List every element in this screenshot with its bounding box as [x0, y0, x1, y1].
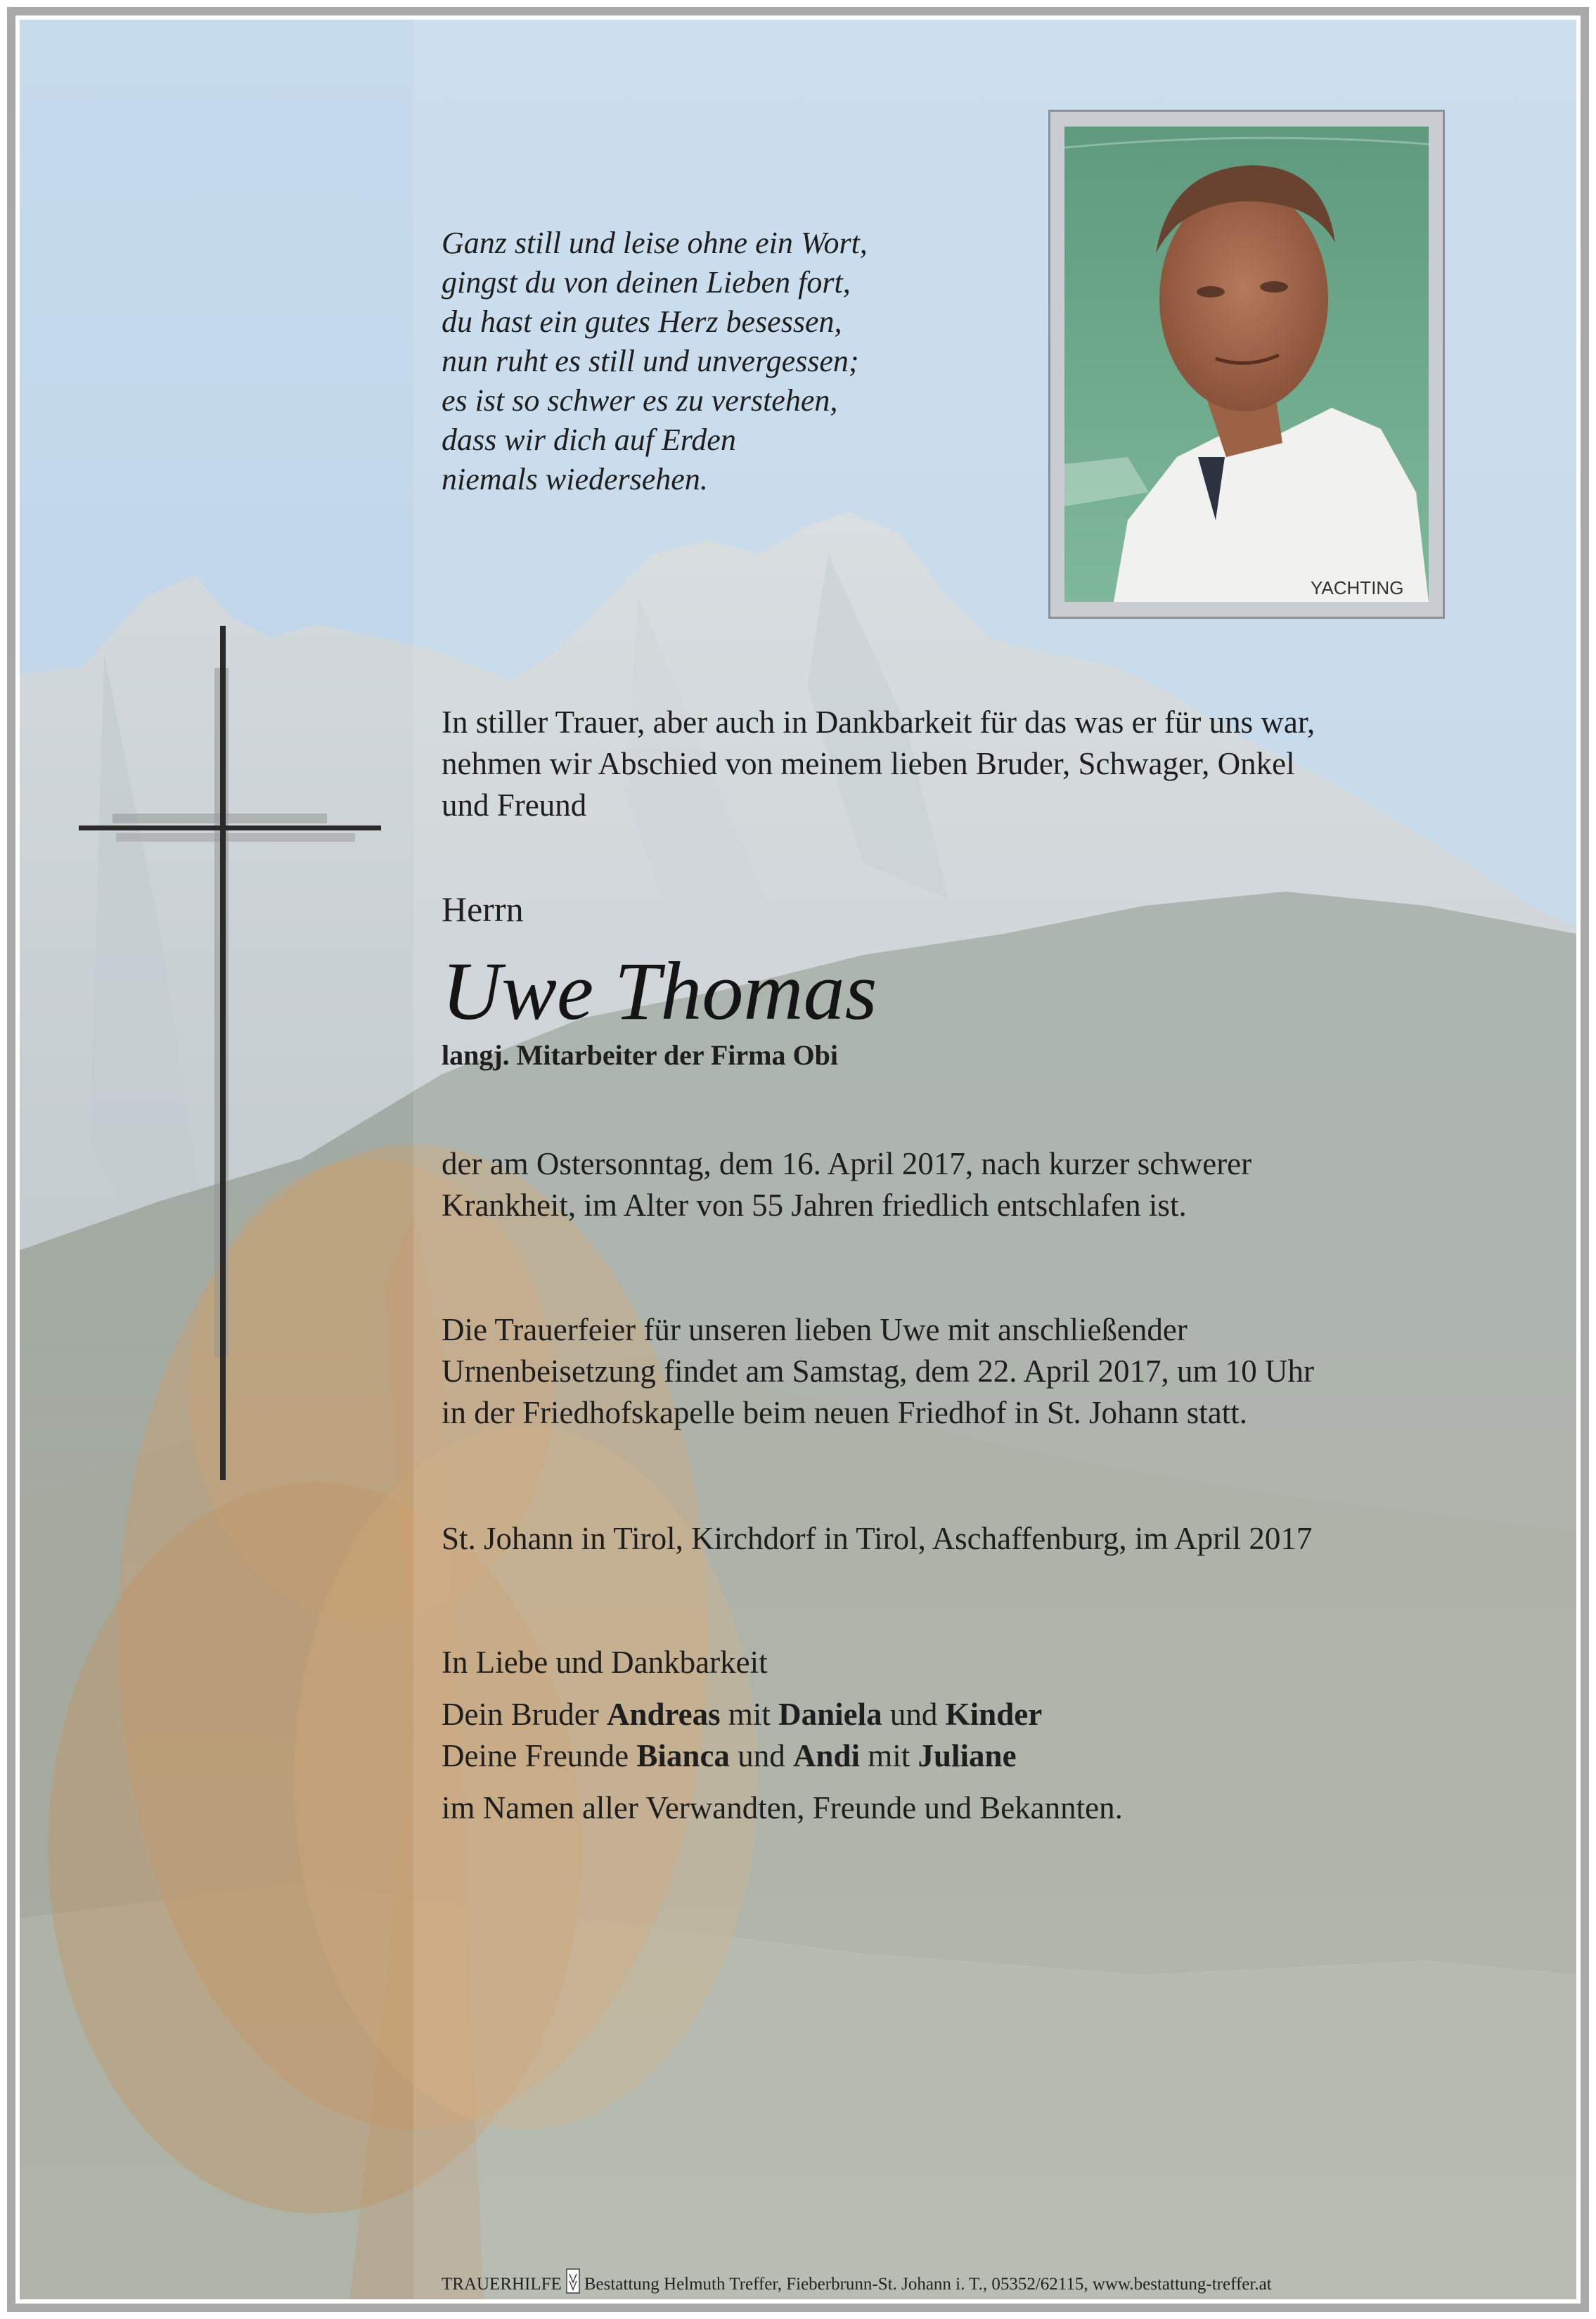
- place-date: St. Johann in Tirol, Kirchdorf in Tirol, Aschaffenburg, im April 2017: [442, 1521, 1313, 1556]
- death-notice-line: Krankheit, im Alter von 55 Jahren friedlich entschlafen ist.: [442, 1188, 1187, 1223]
- cross-shadow-horizontal-lower: [116, 833, 355, 842]
- mourners-closing: im Namen aller Verwandten, Freunde und Bekannten.: [442, 1790, 1123, 1825]
- salutation: Herrn: [442, 889, 524, 929]
- poem-line: gingst du von deinen Lieben fort,: [442, 265, 851, 300]
- poem-line: niemals wiedersehen.: [442, 462, 708, 496]
- mourners-friends: [442, 1735, 1538, 1777]
- mourners-brother: [442, 1694, 1538, 1735]
- mourner-text: Deine Freunde: [442, 1738, 637, 1773]
- funeral-home-logo-icon: [566, 2268, 580, 2294]
- death-notice: [442, 1143, 1538, 1226]
- funeral-info: [442, 1309, 1538, 1434]
- deceased-name: Uwe Thomas: [442, 945, 877, 1037]
- poem: [442, 224, 976, 499]
- footer: [442, 2268, 1272, 2295]
- intro-text: [442, 702, 1538, 826]
- cross-icon: [220, 626, 226, 1480]
- mourners: [442, 1642, 1538, 1829]
- intro-line: nehmen wir Abschied von meinem lieben Bruder, Schwager, Onkel: [442, 746, 1295, 781]
- mourner-name: Kinder: [945, 1697, 1043, 1732]
- intro-line: und Freund: [442, 788, 587, 823]
- mourner-name: Andreas: [606, 1697, 721, 1732]
- mourners-intro: In Liebe und Dankbarkeit: [442, 1645, 768, 1680]
- mourner-name: Bianca: [636, 1738, 730, 1773]
- footer-details: Bestattung Helmuth Treffer, Fieberbrunn-St. Johann i. T., 05352/62115, www.bestattung-treffer.at: [584, 2275, 1272, 2294]
- svg-text:YACHTING: YACHTING: [1311, 577, 1404, 598]
- funeral-line: Urnenbeisetzung findet am Samstag, dem 22. April 2017, um 10 Uhr: [442, 1354, 1315, 1389]
- deceased-occupation: langj. Mitarbeiter der Firma Obi: [442, 1039, 838, 1071]
- intro-line: In stiller Trauer, aber auch in Dankbarkeit für das was er für uns war,: [442, 705, 1315, 740]
- mourner-text: und: [729, 1738, 793, 1773]
- mourner-name: Daniela: [778, 1697, 882, 1732]
- death-notice-line: der am Ostersonntag, dem 16. April 2017, nach kurzer schwerer: [442, 1146, 1252, 1181]
- mourner-name: Andi: [792, 1738, 860, 1773]
- poem-line: es ist so schwer es zu verstehen,: [442, 383, 838, 418]
- poem-line: nun ruht es still und unvergessen;: [442, 344, 859, 378]
- portrait-photo: [1064, 127, 1429, 602]
- mourner-text: und: [882, 1697, 946, 1732]
- mourner-text: mit: [860, 1738, 918, 1773]
- mourner-name: Juliane: [918, 1738, 1017, 1773]
- footer-brand: TRAUERHILFE: [442, 2275, 562, 2294]
- mourner-text: Dein Bruder: [442, 1697, 607, 1732]
- mourner-text: mit: [720, 1697, 779, 1732]
- poem-line: du hast ein gutes Herz besessen,: [442, 304, 842, 339]
- funeral-line: in der Friedhofskapelle beim neuen Friedhof in St. Johann statt.: [442, 1395, 1248, 1430]
- poem-line: dass wir dich auf Erden: [442, 423, 736, 457]
- poem-line: Ganz still und leise ohne ein Wort,: [442, 226, 868, 260]
- cross-beam: [79, 826, 381, 830]
- funeral-line: Die Trauerfeier für unseren lieben Uwe mit anschließender: [442, 1312, 1188, 1347]
